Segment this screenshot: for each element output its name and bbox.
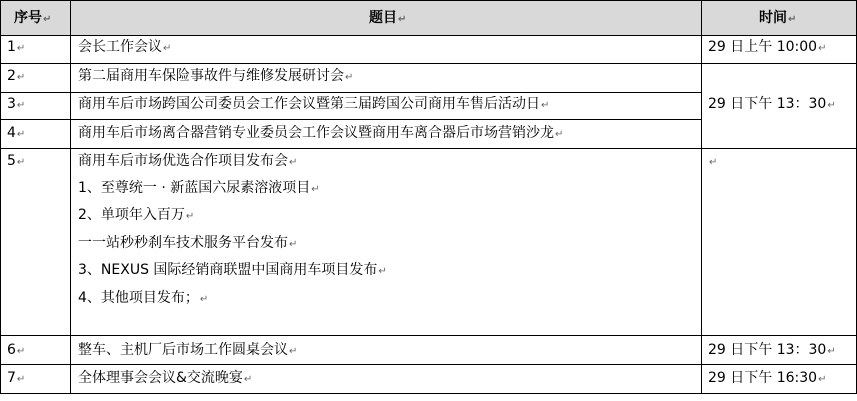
rows-2-4-time: 29 日下午 13：30↵ bbox=[708, 96, 836, 112]
grid-line bbox=[0, 148, 857, 149]
row-1-no: 1↵ bbox=[7, 39, 26, 55]
grid-line bbox=[0, 63, 857, 64]
grid-line bbox=[0, 0, 857, 1]
grid-line bbox=[0, 35, 857, 36]
grid-line bbox=[0, 119, 701, 120]
grid-line bbox=[701, 0, 702, 394]
grid-line bbox=[70, 0, 71, 394]
row-6-topic: 整车、主机厂后市场工作圆桌会议↵ bbox=[78, 342, 298, 358]
row-4-no: 4↵ bbox=[7, 125, 26, 141]
row-2-topic: 第二届商用车保险事故件与维修发展研讨会↵ bbox=[78, 68, 354, 84]
grid-line bbox=[0, 393, 857, 394]
row-5-line-4: 一一站秒秒刹车技术服务平台发布↵ bbox=[78, 235, 298, 251]
row-5-line-5: 3、NEXUS 国际经销商联盟中国商用车项目发布↵ bbox=[78, 262, 387, 278]
row-5-line-6: 4、其他项目发布；↵ bbox=[78, 290, 209, 306]
row-7-no: 7↵ bbox=[7, 370, 26, 386]
grid-line bbox=[0, 0, 1, 394]
row-6-time: 29 日下午 13：30↵ bbox=[708, 342, 836, 358]
row-5-line-3: 2、单项年入百万↵ bbox=[78, 207, 195, 223]
row-4-topic: 商用车后市场离合器营销专业委员会工作会议暨商用车离合器后市场营销沙龙↵ bbox=[78, 125, 564, 141]
row-6-no: 6↵ bbox=[7, 342, 26, 358]
grid-line bbox=[0, 364, 857, 365]
row-3-topic: 商用车后市场跨国公司委员会工作会议暨第三届跨国公司商用车售后活动日↵ bbox=[78, 96, 550, 112]
row-7-topic: 全体理事会会议&交流晚宴↵ bbox=[78, 370, 253, 386]
row-1-topic: 会长工作会议↵ bbox=[78, 39, 172, 55]
row-5-no: 5↵ bbox=[7, 153, 26, 169]
grid-line bbox=[0, 335, 857, 336]
row-7-time: 29 日下午 16:30↵ bbox=[708, 370, 827, 386]
row-1-time: 29 日上午 10:00↵ bbox=[708, 39, 827, 55]
row-3-no: 3↵ bbox=[7, 96, 26, 112]
row-2-no: 2↵ bbox=[7, 68, 26, 84]
row-5-time: ↵ bbox=[709, 157, 718, 168]
grid-line bbox=[0, 92, 701, 93]
header-no: 序号↵ bbox=[14, 10, 52, 26]
row-5-line-1: 商用车后市场优选合作项目发布会↵ bbox=[78, 153, 298, 169]
table-header-row bbox=[0, 0, 856, 36]
header-time: 时间↵ bbox=[759, 10, 797, 26]
row-5-line-2: 1、至尊统一 · 新蓝国六尿素溶液项目↵ bbox=[78, 180, 320, 196]
header-topic: 题目↵ bbox=[369, 10, 407, 26]
